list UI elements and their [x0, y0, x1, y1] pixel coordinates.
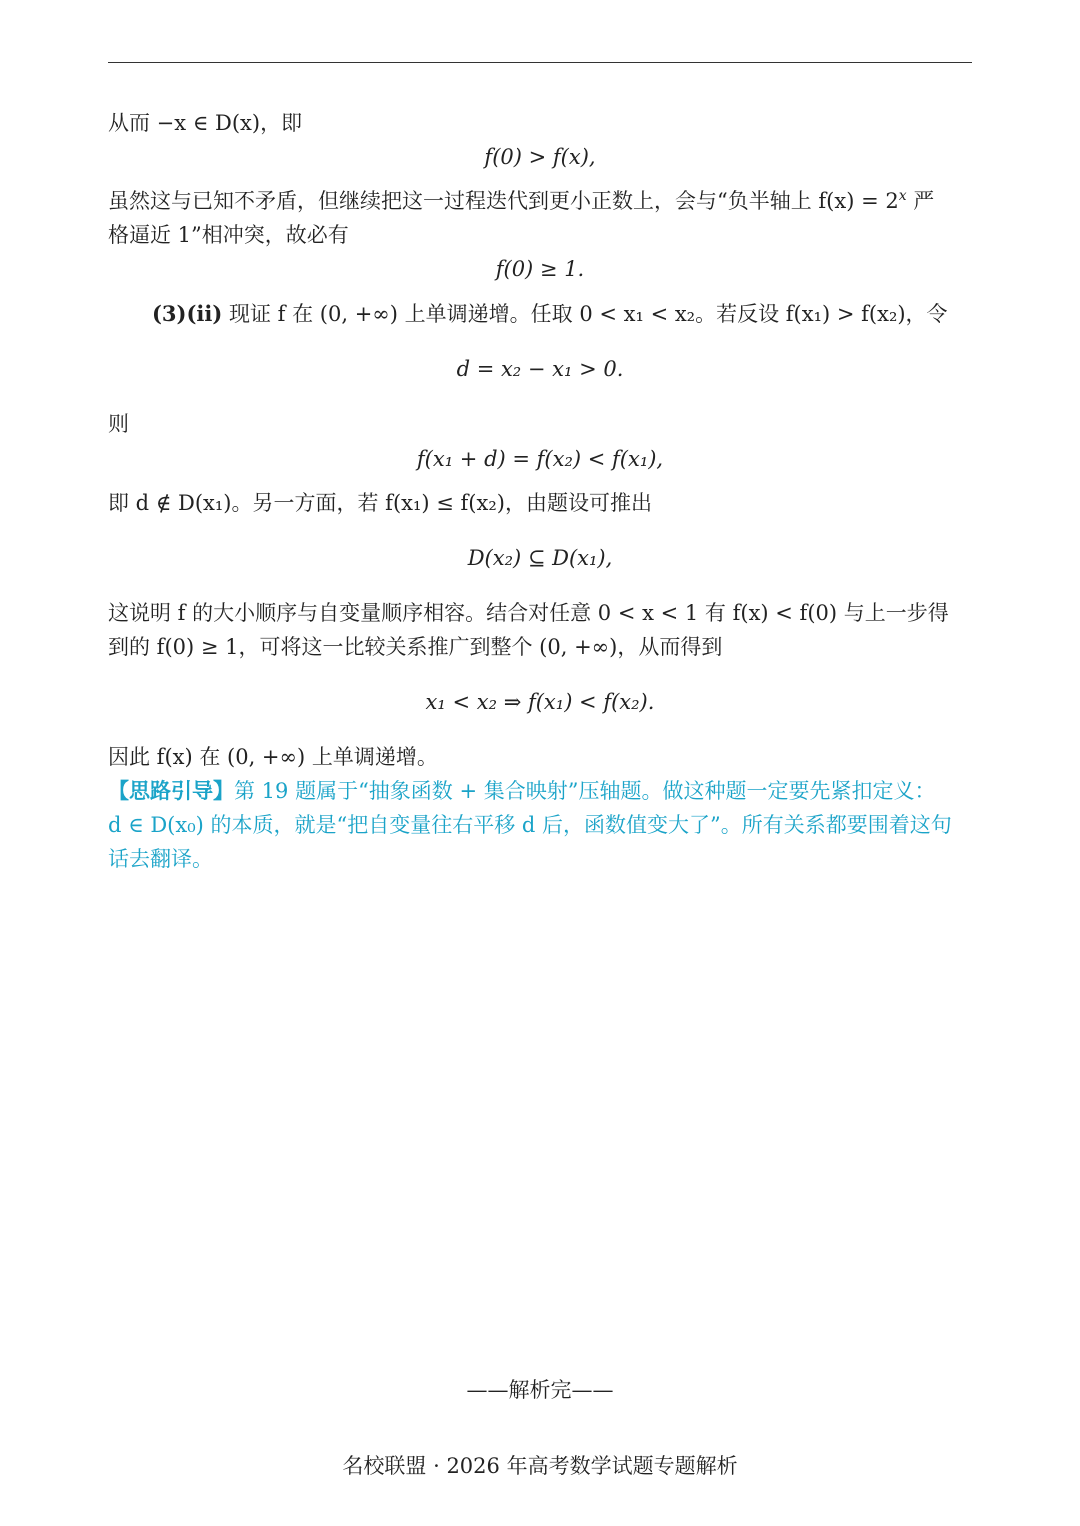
- part-3-ii-paragraph: [152, 299, 972, 329]
- text-line-13: 到的 f(0) ≥ 1，可将这一比较关系推广到整个 (0, +∞)，从而得到: [108, 635, 723, 659]
- equation-monotone: x₁ < x₂ ⇒ f(x₁) < f(x₂).: [425, 690, 655, 714]
- page-footer: 名校联盟 · 2026 年高考数学试题专题解析: [342, 1454, 738, 1478]
- part-text: 现证 f 在 (0, +∞) 上单调递增。任取 0 < x₁ < x₂。若反设 f(x₁) > f(x₂)，令: [222, 302, 948, 326]
- equation-d-def: d = x₂ − x₁ > 0.: [456, 357, 624, 381]
- text-line-3: [108, 186, 972, 216]
- text-line-3-end: 严: [906, 189, 935, 213]
- hint-line-1: [108, 776, 972, 806]
- equation-subset: D(x₂) ⊆ D(x₁),: [467, 546, 613, 570]
- header-rule: [108, 62, 972, 63]
- equation-f0-ge-1: f(0) ≥ 1.: [495, 257, 585, 281]
- text-line-conclusion: 因此 f(x) 在 (0, +∞) 上单调递增。: [108, 745, 438, 769]
- hint-line-1-text: 第 19 题属于“抽象函数 + 集合映射”压轴题。做这种题一定要先紧扣定义：: [234, 779, 936, 803]
- text-line-then: 则: [108, 412, 129, 436]
- equation-f0-gt-fx: f(0) > f(x),: [484, 145, 596, 169]
- equation-fx1d: f(x₁ + d) = f(x₂) < f(x₁),: [416, 447, 664, 471]
- text-line-12: 这说明 f 的大小顺序与自变量顺序相容。结合对任意 0 < x < 1 有 f(x) < f(0) 与上一步得: [108, 601, 949, 625]
- hint-line-2: d ∈ D(x₀) 的本质，就是“把自变量往右平移 d 后，函数值变大了”。所有关系都要围着这句: [108, 813, 952, 837]
- text-line-3-main: 虽然这与已知不矛盾，但继续把这一过程迭代到更小正数上，会与“负半轴上 f(x) = 2: [108, 189, 899, 213]
- hint-line-3: 话去翻译。: [108, 847, 213, 871]
- text-line-10: 即 d ∉ D(x₁)。另一方面，若 f(x₁) ≤ f(x₂)，由题设可推出: [108, 491, 652, 515]
- part-label: (3)(ii): [152, 301, 223, 326]
- text-line-4: 格逼近 1”相冲突，故必有: [108, 223, 349, 247]
- hint-tag: 【思路引导】: [108, 778, 234, 803]
- end-mark: ——解析完——: [466, 1378, 614, 1402]
- exponent-x: x: [898, 188, 907, 204]
- text-line-1: 从而 −x ∈ D(x)，即: [108, 111, 303, 135]
